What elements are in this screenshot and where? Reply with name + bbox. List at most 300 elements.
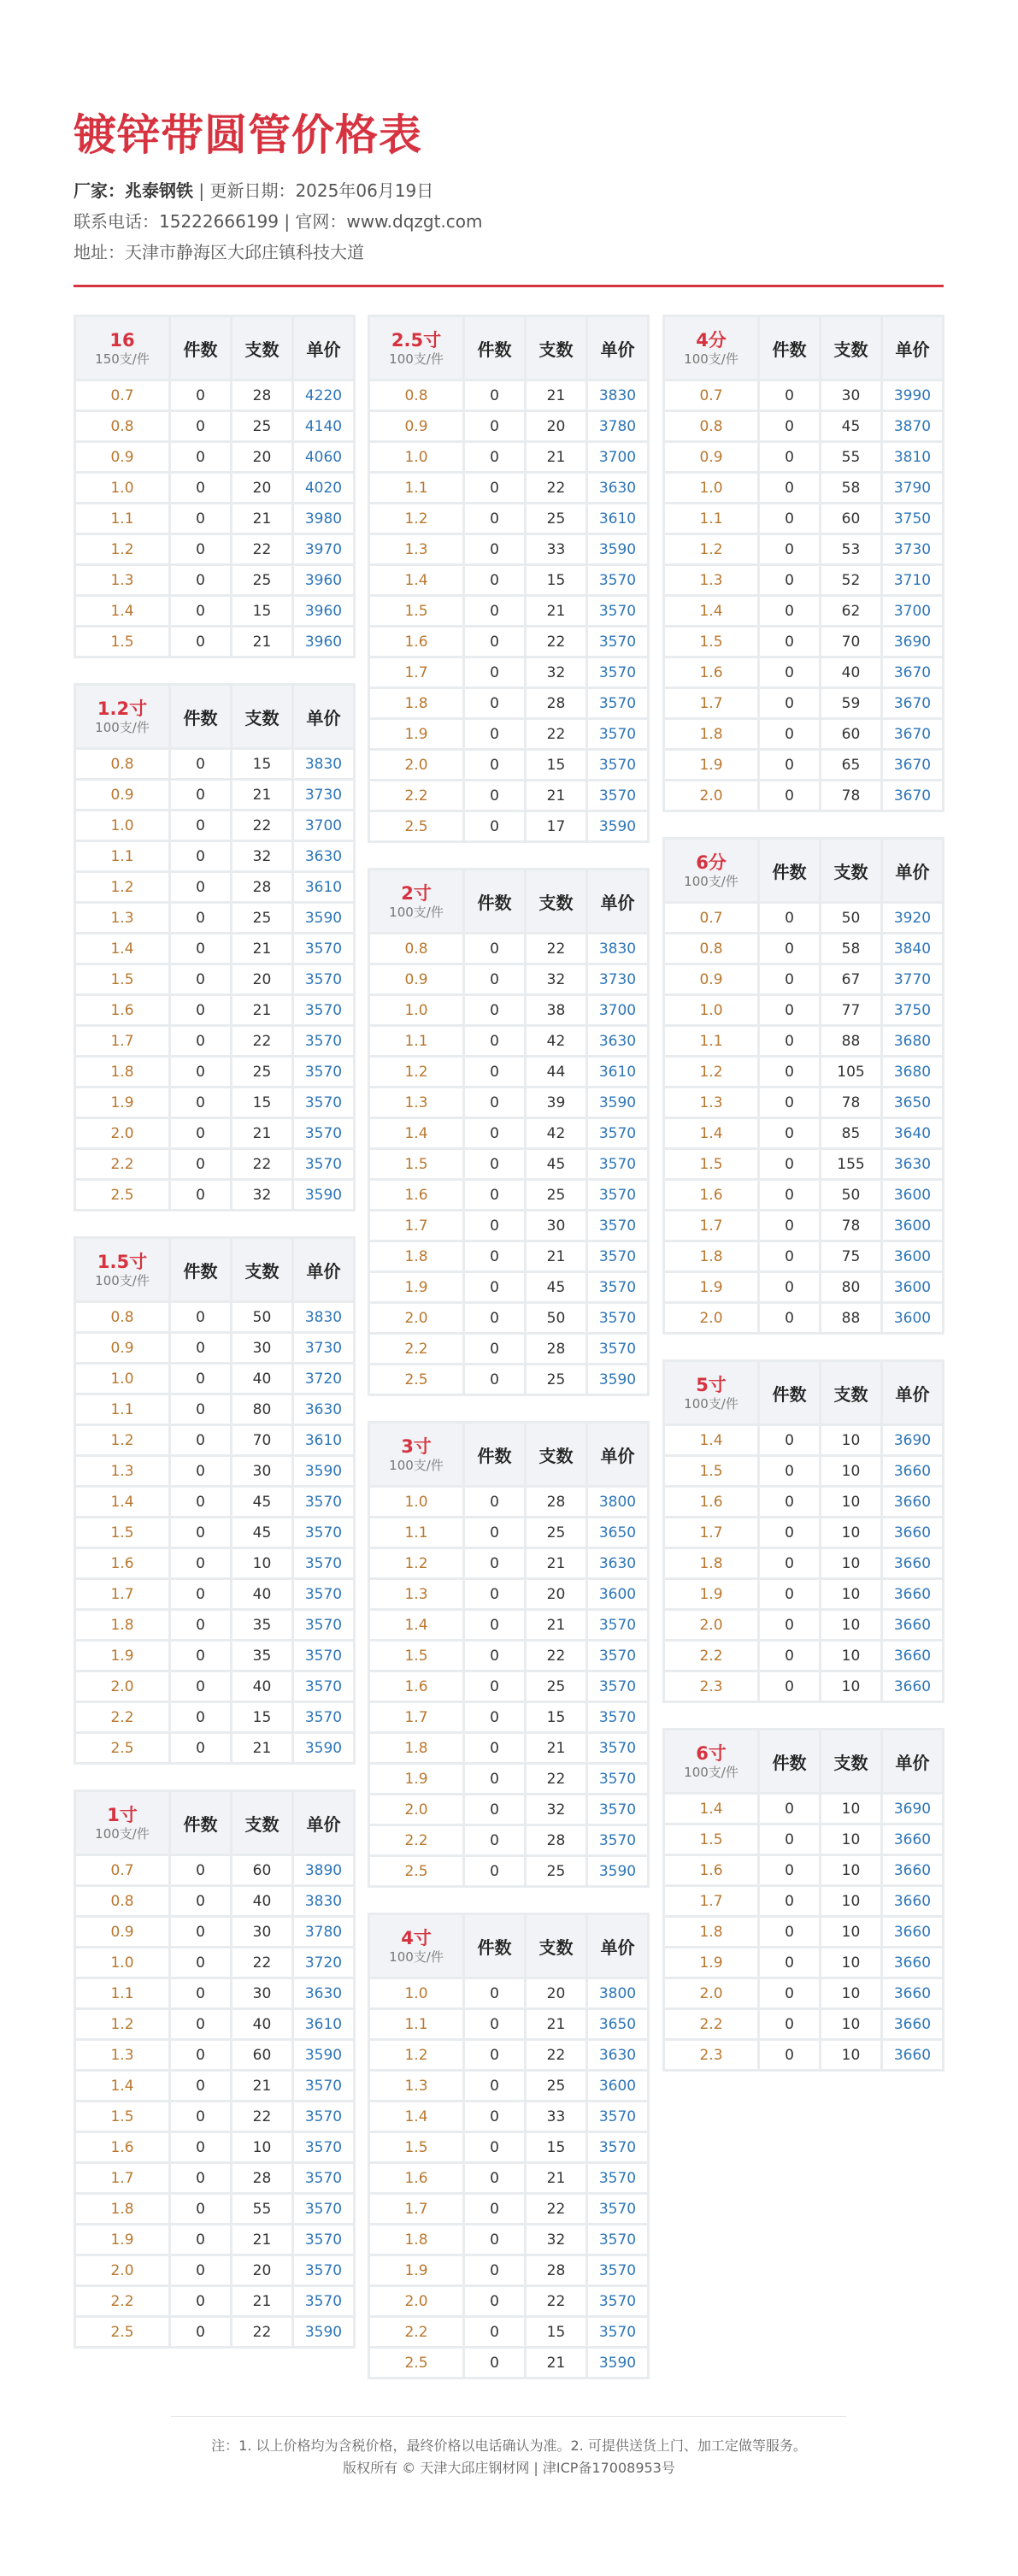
table-row [76,750,353,778]
unit-price-cell: 3570 [588,1181,647,1209]
unit-price-cell: 3680 [883,1058,942,1086]
price-table [662,1728,944,2072]
table-row [76,504,353,533]
table-row [665,1457,942,1485]
table-row [665,1825,942,1854]
thickness-cell: 2.0 [665,1979,757,2007]
table-row [76,965,353,993]
pieces-cell: 44 [527,1058,585,1086]
table-row [76,2133,353,2161]
pieces-cell: 70 [232,1426,291,1454]
table-row [76,566,353,594]
unit-price-cell: 3570 [294,1088,353,1117]
column-header: 支数 [821,840,880,901]
table-row [76,1426,353,1454]
unit-price-cell: 3660 [883,1518,942,1547]
bundles-cell: 0 [171,1856,230,1884]
thickness-cell: 0.8 [665,934,757,963]
header-row [665,317,942,379]
thickness-cell: 1.1 [76,1395,168,1424]
unit-price-cell: 3630 [294,842,353,870]
pieces-cell: 105 [821,1058,880,1086]
table-row [665,412,942,440]
table-row [370,1304,647,1332]
pieces-cell: 15 [232,1703,291,1731]
size-header [370,1424,462,1485]
table-row [76,1979,353,2007]
thickness-cell: 2.0 [76,2256,168,2284]
pieces-cell: 80 [232,1395,291,1424]
bundles-cell: 0 [171,873,230,901]
bundles-cell: 0 [760,1457,819,1485]
bundles-cell: 0 [171,1979,230,2007]
header-row [76,1792,353,1854]
unit-price-cell: 3570 [294,1549,353,1577]
bundles-cell: 0 [171,1365,230,1393]
thickness-cell: 2.0 [370,751,462,779]
thickness-cell: 1.7 [370,1211,462,1240]
pieces-cell: 60 [821,504,880,533]
pieces-cell: 21 [527,2010,585,2038]
bundles-cell: 0 [171,1549,230,1577]
thickness-cell: 1.0 [370,443,462,471]
unit-price-cell: 3830 [294,1303,353,1331]
unit-price-cell: 3610 [294,2010,353,2038]
thickness-cell: 1.0 [76,1365,168,1393]
size-label: 6寸 [696,1743,727,1764]
thickness-cell: 1.6 [76,2133,168,2161]
size-header [370,870,462,932]
thickness-cell: 1.4 [76,934,168,963]
table-row [370,1181,647,1209]
unit-price-cell: 3990 [883,381,942,410]
table-row [665,1795,942,1823]
unit-price-cell: 3600 [588,1580,647,1608]
column-header: 单价 [883,1730,942,1792]
table-row [665,1580,942,1608]
table-row [370,812,647,840]
thickness-cell: 1.1 [370,474,462,502]
bundles-cell: 0 [465,1765,524,1793]
pieces-cell: 30 [232,1918,291,1946]
bundles-cell: 0 [465,535,524,563]
thickness-cell: 2.2 [370,1826,462,1854]
table-row [665,1488,942,1516]
column-header: 支数 [232,317,291,379]
thickness-cell: 1.4 [370,2102,462,2131]
thickness-cell: 1.6 [370,2164,462,2192]
unit-price-cell: 3570 [588,1242,647,1270]
table-row [370,1150,647,1178]
table-row [370,720,647,748]
table-row [370,535,647,563]
pieces-cell: 10 [821,1795,880,1823]
unit-price-cell: 3570 [294,1611,353,1639]
thickness-cell: 1.4 [665,1426,757,1454]
bundles-cell: 0 [760,1088,819,1117]
thickness-cell: 1.4 [370,1611,462,1639]
unit-price-cell: 3570 [588,1672,647,1701]
table-row [370,1273,647,1301]
table-row [370,1795,647,1824]
table-row [665,1088,942,1117]
pieces-cell: 22 [232,811,291,840]
thickness-cell: 1.5 [665,1825,757,1854]
table-row [370,751,647,779]
bundles-cell: 0 [465,1027,524,1055]
thickness-cell: 1.1 [370,1518,462,1547]
pieces-cell: 15 [527,751,585,779]
table-row [665,1549,942,1577]
unit-price-cell: 3570 [294,1580,353,1608]
thickness-cell: 1.4 [76,597,168,625]
table-row [665,689,942,717]
pieces-cell: 21 [527,1734,585,1762]
thickness-cell: 1.8 [665,1242,757,1270]
bundles-cell: 0 [465,1703,524,1731]
unit-price-cell: 3570 [294,1642,353,1670]
bundles-cell: 0 [465,1058,524,1086]
price-table [368,1421,650,1888]
column-1 [74,315,356,2373]
unit-price-cell: 3570 [588,2133,647,2161]
bundles-cell: 0 [760,689,819,717]
table-row [665,381,942,410]
table-row [76,1734,353,1762]
table-row [76,1672,353,1701]
unit-price-cell: 3960 [294,597,353,625]
size-label: 2寸 [401,883,432,904]
bundles-cell: 0 [171,2072,230,2100]
bundles-cell: 0 [760,1795,819,1823]
table-row [76,1027,353,1055]
pieces-cell: 40 [232,1365,291,1393]
thickness-cell: 1.3 [665,566,757,594]
table-row [370,474,647,502]
bundles-cell: 0 [171,1181,230,1209]
price-table [74,683,356,1211]
column-header: 件数 [760,840,819,901]
pieces-cell: 30 [232,1457,291,1485]
pieces-cell: 22 [527,2287,585,2315]
pieces-cell: 25 [232,904,291,932]
bundles-cell: 0 [171,1918,230,1946]
unit-price-cell: 3590 [588,2349,647,2377]
table-row [370,2102,647,2131]
header-row [665,1362,942,1424]
bundles-cell: 0 [760,1304,819,1332]
price-table [662,1359,944,1703]
column-header: 单价 [588,870,647,932]
table-row [370,381,647,410]
column-header: 支数 [232,1239,291,1300]
pieces-cell: 15 [232,597,291,625]
table-row [370,2318,647,2346]
thickness-cell: 1.2 [665,535,757,563]
thickness-cell: 0.9 [76,443,168,471]
column-header: 件数 [171,686,230,747]
thickness-cell: 1.4 [665,597,757,625]
bundles-cell: 0 [760,1058,819,1086]
table-row [76,2010,353,2038]
pieces-cell: 21 [232,996,291,1024]
size-label: 1寸 [107,1805,138,1825]
table-row [665,1242,942,1270]
pieces-cell: 22 [232,1027,291,1055]
table-row [76,381,353,410]
bundles-cell: 0 [465,443,524,471]
table-row [370,1119,647,1147]
unit-price-cell: 3650 [588,1518,647,1547]
thickness-cell: 2.2 [665,2010,757,2038]
unit-price-cell: 3730 [588,965,647,993]
unit-price-cell: 3700 [588,443,647,471]
thickness-cell: 2.3 [665,1672,757,1701]
pieces-cell: 10 [821,1642,880,1670]
bundles-cell: 0 [465,2225,524,2254]
bundles-cell: 0 [171,566,230,594]
column-header: 单价 [294,317,353,379]
column-header: 支数 [232,686,291,747]
bundles-cell: 0 [465,474,524,502]
column-header: 件数 [760,1730,819,1792]
pieces-per-bundle: 100支/件 [389,905,444,920]
pieces-cell: 155 [821,1150,880,1178]
pieces-cell: 21 [527,443,585,471]
size-header [665,1362,757,1424]
thickness-cell: 1.7 [370,658,462,687]
thickness-cell: 1.9 [370,2256,462,2284]
pieces-cell: 22 [527,1642,585,1670]
table-row [370,504,647,533]
table-row [76,2225,353,2254]
unit-price-cell: 3800 [588,1979,647,2007]
thickness-cell: 2.3 [665,2041,757,2069]
bundles-cell: 0 [760,535,819,563]
size-header [370,317,462,379]
unit-price-cell: 3720 [294,1365,353,1393]
bundles-cell: 0 [465,566,524,594]
table-row [76,996,353,1024]
unit-price-cell: 3660 [883,1887,942,1915]
bundles-cell: 0 [171,1334,230,1362]
unit-price-cell: 3590 [588,1857,647,1885]
bundles-cell: 0 [171,2041,230,2069]
unit-price-cell: 3720 [294,1948,353,1977]
column-header: 单价 [883,840,942,901]
bundles-cell: 0 [760,1580,819,1608]
bundles-cell: 0 [171,2164,230,2192]
header-row [76,686,353,747]
bundles-cell: 0 [465,812,524,840]
table-row [76,934,353,963]
thickness-cell: 1.7 [370,2195,462,2223]
unit-price-cell: 3570 [294,1150,353,1178]
unit-price-cell: 3570 [588,628,647,656]
table-row [370,2133,647,2161]
thickness-cell: 1.7 [370,1703,462,1731]
thickness-cell: 1.4 [665,1119,757,1147]
unit-price-cell: 3570 [294,1672,353,1701]
bundles-cell: 0 [760,1426,819,1454]
thickness-cell: 1.4 [665,1795,757,1823]
thickness-cell: 1.6 [76,1549,168,1577]
bundles-cell: 0 [760,1518,819,1547]
pieces-cell: 20 [527,412,585,440]
table-row [370,965,647,993]
thickness-cell: 2.2 [370,1335,462,1363]
pieces-cell: 22 [527,628,585,656]
size-label: 2.5寸 [391,330,442,351]
bundles-cell: 0 [760,1211,819,1240]
thickness-cell: 1.3 [76,2041,168,2069]
thickness-cell: 1.6 [665,1488,757,1516]
column-header: 单价 [294,686,353,747]
pieces-per-bundle: 100支/件 [684,1396,738,1412]
unit-price-cell: 3830 [588,381,647,410]
thickness-cell: 0.8 [76,412,168,440]
thickness-cell: 1.0 [76,811,168,840]
table-row [370,1672,647,1701]
bundles-cell: 0 [465,1857,524,1885]
bundles-cell: 0 [760,2041,819,2069]
unit-price-cell: 3730 [294,1334,353,1362]
pieces-cell: 60 [232,1856,291,1884]
thickness-cell: 1.1 [370,2010,462,2038]
pieces-cell: 59 [821,689,880,717]
bundles-cell: 0 [465,2164,524,2192]
unit-price-cell: 3830 [294,1887,353,1915]
pieces-cell: 10 [821,1887,880,1915]
header-row [665,840,942,901]
pieces-cell: 21 [527,597,585,625]
table-row [76,1856,353,1884]
thickness-cell: 1.0 [76,1948,168,1977]
pieces-cell: 35 [232,1642,291,1670]
bundles-cell: 0 [465,1826,524,1854]
thickness-cell: 1.1 [370,1027,462,1055]
table-row [76,1395,353,1424]
bundles-cell: 0 [465,751,524,779]
pieces-cell: 10 [232,1549,291,1577]
bundles-cell: 0 [465,2041,524,2069]
table-row [665,1211,942,1240]
unit-price-cell: 3570 [294,2164,353,2192]
bundles-cell: 0 [465,628,524,656]
thickness-cell: 1.0 [76,474,168,502]
bundles-cell: 0 [171,1119,230,1147]
table-row [370,2195,647,2223]
thickness-cell: 0.8 [370,381,462,410]
bundles-cell: 0 [760,1642,819,1670]
pieces-cell: 20 [232,2256,291,2284]
pieces-cell: 50 [821,904,880,932]
pieces-cell: 40 [232,1672,291,1701]
bundles-cell: 0 [171,2256,230,2284]
table-row [370,934,647,963]
pieces-cell: 22 [527,2041,585,2069]
thickness-cell: 1.8 [370,689,462,717]
unit-price-cell: 4220 [294,381,353,410]
bundles-cell: 0 [465,1518,524,1547]
table-row [665,566,942,594]
bundles-cell: 0 [465,996,524,1024]
pieces-cell: 32 [232,842,291,870]
bundles-cell: 0 [171,1734,230,1762]
thickness-cell: 2.2 [76,2287,168,2315]
thickness-cell: 0.8 [665,412,757,440]
table-row [370,1765,647,1793]
bundles-cell: 0 [171,1457,230,1485]
size-header [665,840,757,901]
unit-price-cell: 3660 [883,1856,942,1884]
pieces-cell: 58 [821,934,880,963]
table-row [665,1979,942,2007]
pieces-cell: 40 [232,1580,291,1608]
bundles-cell: 0 [171,2225,230,2254]
table-row [76,412,353,440]
pieces-cell: 33 [527,535,585,563]
pieces-cell: 21 [527,1242,585,1270]
size-header [76,686,168,747]
pieces-cell: 32 [232,1181,291,1209]
thickness-cell: 1.2 [370,1058,462,1086]
pieces-cell: 45 [527,1150,585,1178]
unit-price-cell: 3600 [588,2072,647,2100]
pieces-cell: 22 [527,474,585,502]
thickness-cell: 1.2 [370,2041,462,2069]
table-row [76,1181,353,1209]
table-row [76,1948,353,1977]
header-row [370,870,647,932]
unit-price-cell: 3630 [294,1395,353,1424]
table-row [76,2287,353,2315]
pieces-cell: 32 [527,2225,585,2254]
table-row [370,2010,647,2038]
bundles-cell: 0 [465,1273,524,1301]
unit-price-cell: 3630 [588,1549,647,1577]
pieces-cell: 21 [232,1734,291,1762]
bundles-cell: 0 [465,1672,524,1701]
table-row [370,412,647,440]
pieces-cell: 21 [232,781,291,809]
pieces-cell: 78 [821,781,880,810]
column-2 [368,315,650,2404]
pieces-cell: 15 [527,1703,585,1731]
table-row [665,965,942,993]
column-header: 支数 [527,870,585,932]
unit-price-cell: 3960 [294,628,353,656]
bundles-cell: 0 [171,965,230,993]
bundles-cell: 0 [465,381,524,410]
pieces-cell: 80 [821,1273,880,1301]
column-header: 件数 [465,870,524,932]
thickness-cell: 1.5 [370,597,462,625]
unit-price-cell: 3570 [294,1058,353,1086]
pieces-cell: 15 [527,2133,585,2161]
thickness-cell: 0.8 [76,1303,168,1331]
table-row [665,1856,942,1884]
thickness-cell: 1.1 [665,1027,757,1055]
unit-price-cell: 3570 [294,2256,353,2284]
unit-price-cell: 3630 [294,1979,353,2007]
column-header: 支数 [821,1730,880,1792]
pieces-cell: 28 [527,2256,585,2284]
bundles-cell: 0 [760,751,819,779]
thickness-cell: 2.0 [370,1304,462,1332]
pieces-cell: 60 [232,2041,291,2069]
unit-price-cell: 3570 [588,2318,647,2346]
